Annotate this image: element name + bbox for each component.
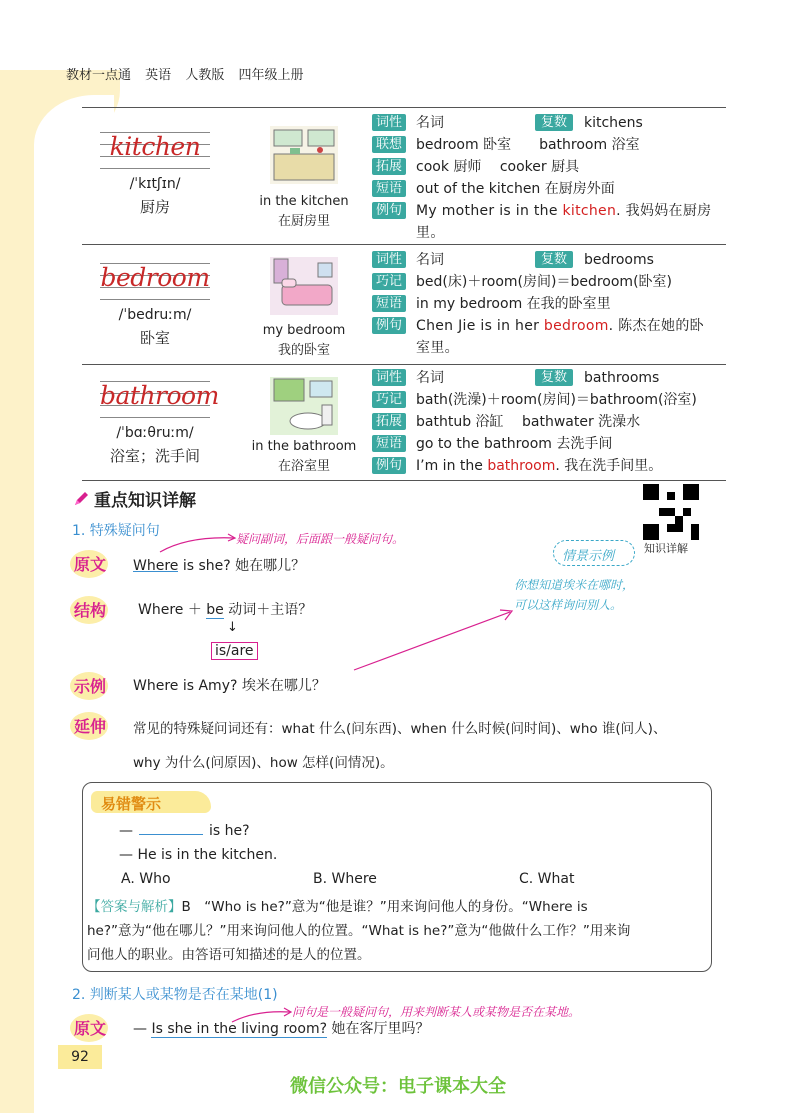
word-card [100, 259, 210, 348]
grade: 四年级上册 [238, 68, 304, 83]
tag-pos: 词性 [372, 114, 406, 131]
tag-example: 例句 [372, 317, 406, 334]
tag-association: 联想 [372, 136, 406, 153]
label-original-2: 原文 [74, 1019, 107, 1038]
handwriting-lines [100, 259, 210, 301]
highlight-word: bathroom [487, 458, 556, 474]
handwriting-lines [100, 377, 219, 419]
vocab-row-kitchen [82, 108, 726, 245]
phonetic: /ˈkɪtʃɪn/ [129, 176, 181, 192]
tag-plural: 复数 [535, 114, 573, 131]
extension-line-1: 常见的特殊疑问词还有：what 什么(问东西)、when 什么时候(问时间)、who 谁(问人)、 [133, 721, 667, 737]
tag-example: 例句 [372, 457, 406, 474]
common-mistake-box [82, 782, 712, 972]
option-c: C. What [519, 871, 575, 887]
original-sentence-full: Where is she? 她在哪儿？ [133, 558, 306, 574]
subsection-2-title: 2. 判断某人或某物是否在某地(1) [72, 987, 278, 1003]
section-title: 重点知识详解 [72, 486, 196, 511]
scene-text-1: 你想知道埃米在哪时， [514, 578, 635, 592]
vocab-word: bedroom [100, 263, 210, 292]
answer-line-1: 【答案与解析】B “Who is he?”意为“他是谁？”用来询问他人的身份。“Where is [87, 899, 588, 915]
left-margin-band [0, 100, 34, 1113]
phonetic: /ˈbɑːθruːm/ [116, 425, 194, 441]
kitchen-illustration [268, 124, 340, 186]
tag-memory-tip: 巧记 [372, 391, 406, 408]
page-number: 92 [58, 1045, 102, 1069]
highlight-word: bedroom [543, 318, 609, 334]
annotation-arrow-2 [350, 604, 520, 674]
vocab-row-bedroom [82, 245, 726, 365]
tag-extend: 拓展 [372, 413, 406, 430]
answer-line-3: 问他人的职业。由答语可知描述的是人的位置。 [87, 947, 371, 963]
question-line-1: — is he? [119, 823, 250, 839]
vocab-row-bathroom [82, 365, 726, 481]
picture-caption: my bedroom 我的卧室 [262, 323, 346, 358]
pencil-icon [72, 490, 90, 508]
word-card [100, 377, 219, 466]
vocab-word: kitchen [109, 132, 201, 161]
annotation-note-2: 问句是一般疑问句，用来判断某人或某物是否在某地。 [292, 1005, 581, 1019]
annotation-note-1: 疑问副词，后面跟一般疑问句。 [236, 532, 405, 546]
label-example: 示例 [74, 677, 107, 696]
word-details: 词性 名词 复数 kitchens 联想 bedroom 卧室 bathroom 浴室 拓展 cook 厨师 cooker 厨具 短语 out of the kitchen 在厨房外面 例句 My mother is in the kitchen. 我妈妈在厨房里。 [372, 112, 722, 244]
subsection-1-title: 1. 特殊疑问句 [72, 523, 160, 539]
book-title: 教材一点通 [66, 68, 132, 83]
tag-extend: 拓展 [372, 158, 406, 175]
picture-caption: in the kitchen 在厨房里 [259, 194, 349, 229]
chinese-meaning: 卧室 [139, 329, 170, 347]
label-extension: 延伸 [74, 717, 107, 736]
structure-formula: Where ＋ be 动词＋主语？ [138, 602, 313, 618]
subject: 英语 [145, 68, 172, 83]
tag-phrase: 短语 [372, 435, 406, 452]
original-sentence-2: — Is she in the living room? 她在客厅里吗？ [133, 1021, 430, 1037]
bathroom-illustration [268, 375, 340, 437]
bedroom-illustration [268, 255, 340, 317]
tag-phrase: 短语 [372, 295, 406, 312]
tag-pos: 词性 [372, 251, 406, 268]
down-arrow-icon: ↓ [227, 620, 238, 635]
top-band [0, 0, 800, 100]
highlight-word: kitchen [562, 203, 617, 219]
question-line-2: — He is in the kitchen. [119, 847, 278, 863]
picture-caption: in the bathroom 在浴室里 [251, 439, 357, 474]
tag-memory-tip: 巧记 [372, 273, 406, 290]
annotation-arrow-1 [158, 530, 238, 554]
option-a: A. Who [121, 871, 171, 887]
answer-line-2: he?”意为“他在哪儿？”用来询问他人的位置。“What is he?”意为“他做什么工作？”用来询 [87, 923, 631, 939]
tag-pos: 词性 [372, 369, 406, 386]
word-card [100, 128, 210, 217]
qr-caption: 知识详解 [644, 542, 688, 555]
word-details: 词性 名词 复数 bedrooms 巧记 bed(床)＋room(房间)＝bedroom(卧室) 短语 in my bedroom 在我的卧室里 例句 Chen Jie is in her bedroom. 陈杰在她的卧室里。 [372, 249, 722, 359]
qr-code[interactable] [643, 484, 699, 540]
running-header [66, 64, 313, 83]
phonetic: /ˈbedruːm/ [118, 307, 192, 323]
option-b: B. Where [313, 871, 377, 887]
scene-text-2: 可以这样询问别人。 [514, 598, 623, 612]
tag-plural: 复数 [535, 251, 573, 268]
is-are-box: is/are [211, 642, 258, 660]
handwriting-lines [100, 128, 210, 170]
label-original: 原文 [74, 555, 107, 574]
vocab-word: bathroom [100, 381, 219, 410]
example-sentence: Where is Amy? 埃米在哪儿？ [133, 678, 326, 694]
footer-watermark: 微信公众号：电子课本大全 [290, 1076, 506, 1097]
tag-phrase: 短语 [372, 180, 406, 197]
word-details: 词性 名词 复数 bathrooms 巧记 bath(洗澡)＋room(房间)＝bathroom(浴室) 拓展 bathtub 浴缸 bathwater 洗澡水 短语 go to the bathroom 去洗手间 例句 I’m in the bathroom. 我在洗手间里。 [372, 367, 722, 477]
extension-line-2: why 为什么(问原因)、how 怎样(问情况)。 [133, 755, 394, 771]
tag-plural: 复数 [535, 369, 573, 386]
edition: 人教版 [185, 68, 225, 83]
warning-title: 易错警示 [101, 795, 162, 813]
chinese-meaning: 浴室；洗手间 [109, 447, 200, 465]
chinese-meaning: 厨房 [139, 198, 170, 216]
scene-label: 情景示例 [562, 549, 615, 564]
tag-example: 例句 [372, 202, 406, 219]
label-structure: 结构 [74, 601, 107, 620]
